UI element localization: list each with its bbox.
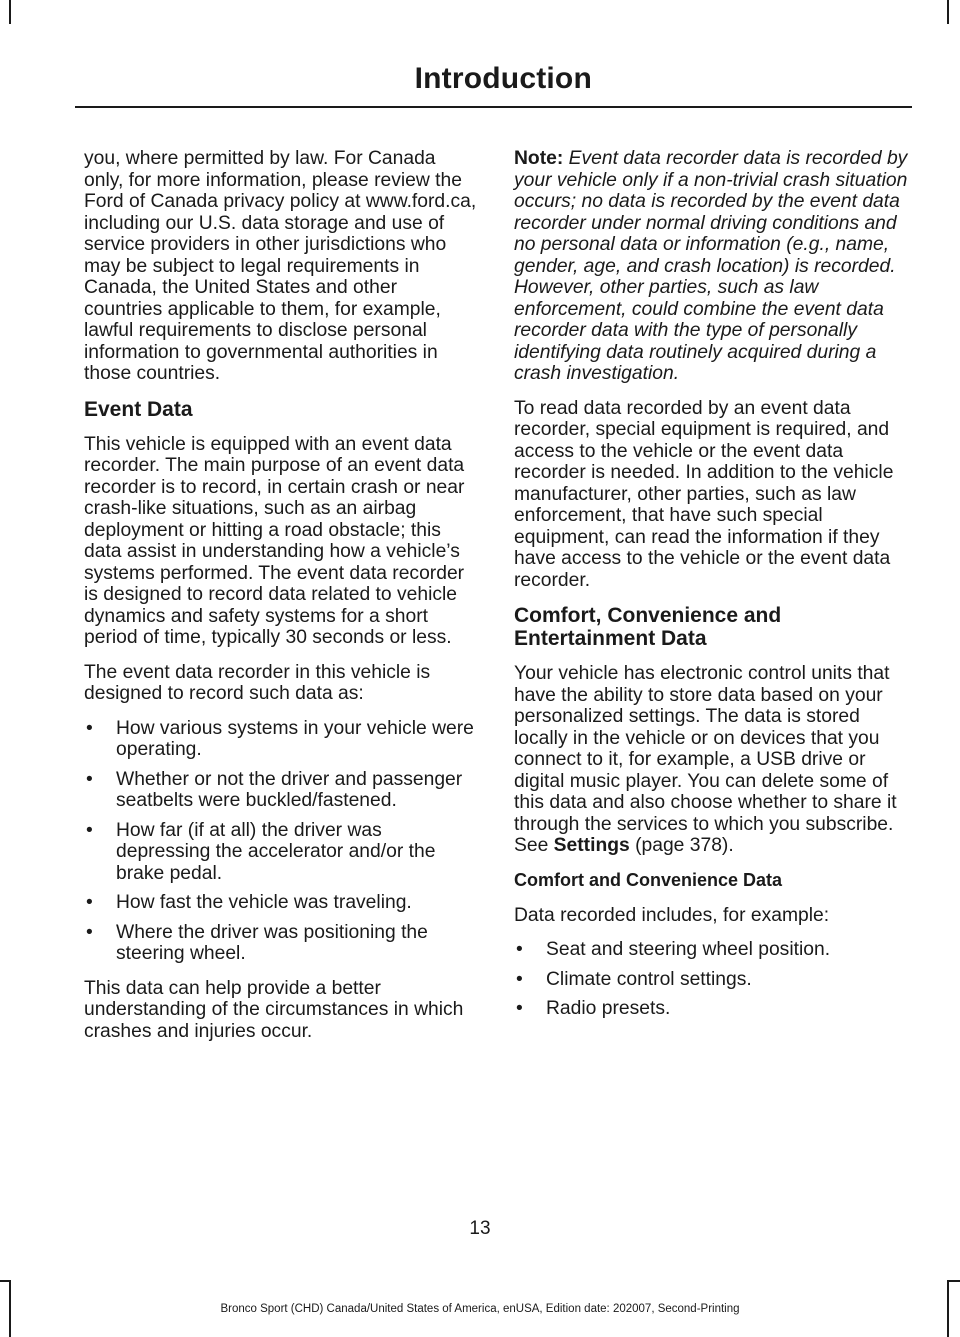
bullet-icon: • — [516, 939, 523, 960]
list-item: • Whether or not the driver and passenger seatbelts were buckled/fastened. — [86, 768, 463, 811]
list-item: • How far (if at all) the driver was depressing the accelerator and/or the brake pedal. — [86, 819, 436, 884]
intro-paragraph: you, where permitted by law. For Canada only, for more information, please review the Ford of Canada privacy policy at www.ford.ca, including our U.S. data storage and use of service providers in other jurisdictions who may be subject to legal requirements in Canada, the United States and other countries applicable to them, for example, lawful requirements to disclose personal information to governmental authorities in those countries. — [84, 148, 477, 384]
read-data-paragraph: To read data recorded by an event data recorder, special equipment is required, and access to the vehicle or the event data recorder is needed. In addition to the vehicle manufacturer, other parties, such as law enforcement, that have such special equipment, can read the information if they have access to the vehicle or the event data recorder. — [514, 397, 894, 591]
left-column — [84, 148, 480, 1055]
event-data-list — [84, 718, 480, 965]
bullet-icon: • — [516, 998, 523, 1019]
crop-mark-top-right — [947, 0, 949, 24]
note-text: Event data recorder data is recorded by your vehicle only if a non-trivial crash situation occurs; no data is recorded by the event data recorder under normal driving conditions and no personal data or information (e.g., name, gender, age, and crash location) is recorded. However, other parties, such as law enforcement, could combine the event data recorder data with the type of personally identifying data routinely acquired during a crash investigation. — [514, 148, 908, 384]
comfort-data-list — [514, 939, 910, 1020]
footer-edition: Bronco Sport (CHD) Canada/United States of America, enUSA, Edition date: 202007, Second-Printing — [220, 1303, 740, 1315]
comfort-convenience-subheading: Comfort and Convenience Data — [514, 869, 783, 890]
event-data-paragraph-2: The event data recorder in this vehicle is designed to record such data as: — [84, 661, 431, 704]
note-paragraph — [514, 148, 910, 385]
right-column — [514, 148, 910, 1033]
page-number: 13 — [469, 1218, 491, 1239]
bullet-icon: • — [86, 819, 93, 841]
settings-link[interactable]: Settings — [553, 835, 630, 856]
list-item: • How fast the vehicle was traveling. — [86, 892, 412, 913]
comfort-entertainment-heading: Comfort, Convenience and Entertainment Data — [514, 604, 782, 650]
bullet-icon: • — [86, 921, 93, 943]
crop-mark-top-left — [9, 0, 11, 24]
header-rule — [75, 106, 912, 108]
bullet-icon: • — [86, 768, 93, 790]
bullet-icon: • — [86, 717, 93, 739]
recorded-paragraph: Data recorded includes, for example: — [514, 904, 830, 926]
note-label: Note: — [514, 148, 564, 169]
crop-mark-bottom-right-h — [947, 1280, 960, 1282]
crop-mark-bottom-left-h — [0, 1280, 11, 1282]
event-data-heading: Event Data — [84, 397, 193, 421]
list-item: • Where the driver was positioning the steering wheel. — [86, 921, 428, 964]
list-item: • How various systems in your vehicle were operating. — [86, 717, 474, 760]
event-data-paragraph-1: This vehicle is equipped with an event data recorder. The main purpose of an event data recorder is to record, in certain crash or near crash-like situations, such as an airbag deployment or hitting a road obstacle; this data assist in understanding how a vehicle’s systems performed. The event data recorder is designed to record data related to vehicle dynamics and safety systems for a short period of time, typically 30 seconds or less. — [84, 433, 465, 648]
event-data-paragraph-3: This data can help provide a better understanding of the circumstances in which crashes and injuries occur. — [84, 977, 464, 1042]
list-item: • Radio presets. — [516, 998, 671, 1019]
page-title: Introduction — [414, 62, 592, 95]
bullet-icon: • — [516, 968, 523, 990]
comfort-paragraph: Your vehicle has electronic control units that have the ability to store data based on your personalized settings. The data is stored locally in the vehicle or on devices that you connect to it, for example, a USB drive or digital music player. You can delete some of this data and also choose whether to share it through the services to which you subscribe. See Settings (page 378). — [514, 663, 897, 856]
list-item: • Seat and steering wheel position. — [516, 939, 831, 960]
list-item: • Climate control settings. — [516, 968, 752, 990]
bullet-icon: • — [86, 892, 93, 913]
